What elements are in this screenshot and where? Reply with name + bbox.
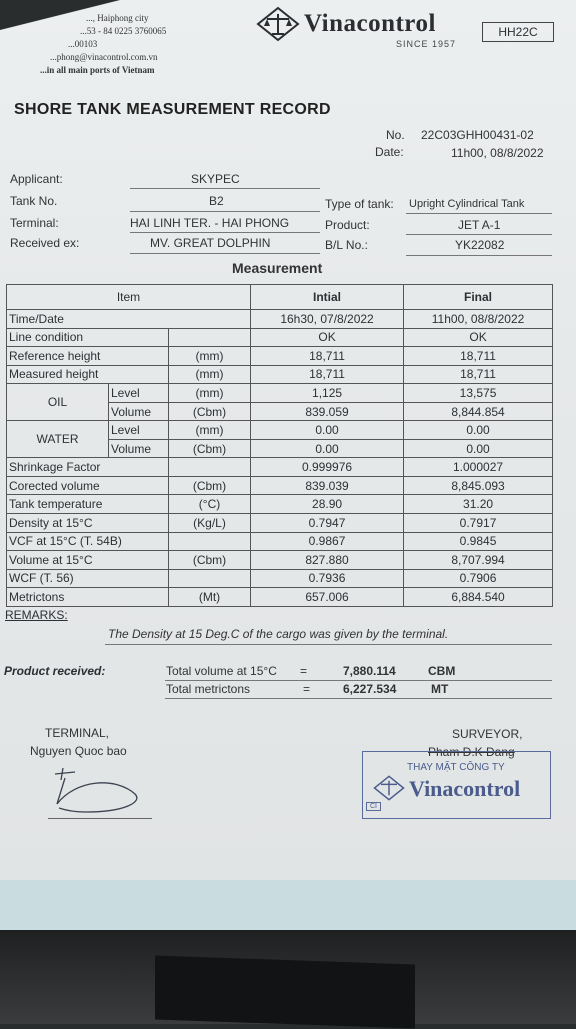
row-unit: (mm)	[169, 365, 251, 384]
row-label: Time/Date	[7, 310, 251, 329]
table-header-row	[7, 285, 553, 310]
terminal-value: HAI LINH TER. - HAI PHONG	[130, 216, 290, 230]
product-received-label: Product received:	[4, 664, 106, 678]
scales-emblem-icon	[256, 6, 300, 42]
row-final: 8,707.994	[404, 551, 553, 570]
document-title: SHORE TANK MEASUREMENT RECORD	[14, 101, 331, 118]
row-unit: (mm)	[169, 347, 251, 366]
company-address	[40, 12, 166, 77]
row-final: 18,711	[404, 347, 553, 366]
table-row	[7, 588, 553, 607]
product-value: JET A-1	[458, 218, 501, 232]
row-label: Tank temperature	[7, 495, 169, 514]
row-final: 0.7917	[404, 514, 553, 533]
address-line: ...in all main ports of Vietnam	[40, 65, 155, 75]
row-initial: 18,711	[251, 347, 404, 366]
oil-group-label: OIL	[7, 384, 109, 421]
row-initial: 16h30, 07/8/2022	[251, 310, 404, 329]
total-volume-unit: CBM	[428, 664, 456, 678]
received-ex-value: MV. GREAT DOLPHIN	[150, 236, 271, 250]
terminal-signature	[45, 760, 155, 822]
row-unit: (Mt)	[169, 588, 251, 607]
row-label: Shrinkage Factor	[7, 458, 169, 477]
tank-type-underline	[406, 213, 552, 214]
terminal-sign-line	[48, 818, 152, 819]
brand-since: SINCE 1957	[396, 39, 457, 49]
row-label: Line condition	[7, 328, 169, 347]
product-underline	[406, 234, 552, 235]
remarks-note: The Density at 15 Deg.C of the cargo was given by the terminal.	[108, 627, 449, 641]
form-code-box: HH22C	[482, 22, 554, 42]
applicant-underline	[130, 188, 320, 189]
row-label: VCF at 15°C (T. 54B)	[7, 532, 169, 551]
tank-type-label: Type of tank:	[325, 197, 394, 211]
company-stamp	[362, 751, 551, 819]
table-row	[7, 384, 553, 403]
row-unit: (Cbm)	[169, 476, 251, 495]
row-label: Corected volume	[7, 476, 169, 495]
bl-no-value: YK22082	[455, 238, 505, 252]
row-final: 31.20	[404, 495, 553, 514]
row-initial: 0.7936	[251, 569, 404, 588]
row-initial: 839.059	[251, 402, 404, 421]
row-label: Density at 15°C	[7, 514, 169, 533]
row-final: 11h00, 08/8/2022	[404, 310, 553, 329]
address-line: ...phong@vinacontrol.com.vn	[50, 52, 158, 62]
terminal-sign-name: Nguyen Quoc bao	[30, 744, 127, 758]
row-label: Reference height	[7, 347, 169, 366]
table-row	[7, 551, 553, 570]
terminal-sign-title: TERMINAL,	[45, 726, 110, 740]
bl-no-underline	[406, 255, 552, 256]
address-line: ...53 - 84 0225 3760065	[80, 26, 167, 36]
row-final: 18,711	[404, 365, 553, 384]
total-volume-equals: =	[300, 664, 308, 678]
total-metrictons-equals: =	[303, 682, 311, 696]
row-initial: 1,125	[251, 384, 404, 403]
brand-name: Vinacontrol	[304, 10, 436, 37]
row-label: Metrictons	[7, 588, 169, 607]
row-unit	[169, 328, 251, 347]
row-final: 0.00	[404, 439, 553, 458]
terminal-label: Terminal:	[10, 216, 59, 230]
row-initial: 0.00	[251, 439, 404, 458]
remarks-underline	[105, 644, 552, 645]
address-line: ...00103	[68, 39, 98, 49]
address-line: ..., Haiphong city	[86, 13, 149, 23]
measurement-heading: Measurement	[232, 260, 323, 276]
row-unit: (Cbm)	[169, 402, 251, 421]
row-unit	[169, 569, 251, 588]
stamp-text: THAY MẶT CÔNG TY	[407, 762, 505, 773]
doc-number-value: 22C03GHH00431-02	[421, 128, 534, 142]
row-sublabel: Level	[109, 421, 169, 440]
tank-no-underline	[130, 211, 320, 212]
row-initial: 0.7947	[251, 514, 404, 533]
row-initial: 657.006	[251, 588, 404, 607]
row-final: OK	[404, 328, 553, 347]
row-final: 0.9845	[404, 532, 553, 551]
background-object	[155, 955, 415, 1028]
col-final-header: Final	[404, 285, 553, 310]
stamp-emblem-icon	[373, 774, 405, 802]
row-label: Volume at 15°C	[7, 551, 169, 570]
row-unit: (Kg/L)	[169, 514, 251, 533]
background-surface	[0, 880, 576, 930]
total-volume-value: 7,880.114	[343, 664, 396, 678]
measurement-table	[6, 284, 553, 607]
table-row	[7, 532, 553, 551]
row-final: 6,884.540	[404, 588, 553, 607]
surveyor-sign-title: SURVEYOR,	[452, 727, 523, 741]
row-final: 0.00	[404, 421, 553, 440]
row-unit: (Cbm)	[169, 439, 251, 458]
row-final: 13,575	[404, 384, 553, 403]
row-unit: (°C)	[169, 495, 251, 514]
row-initial: 18,711	[251, 365, 404, 384]
doc-date-label: Date:	[375, 145, 404, 159]
doc-date-value: 11h00, 08/8/2022	[451, 146, 544, 160]
total-metrictons-unit: MT	[431, 682, 449, 696]
row-initial: 28.90	[251, 495, 404, 514]
row-sublabel: Volume	[109, 402, 169, 421]
row-unit: (mm)	[169, 384, 251, 403]
row-sublabel: Level	[109, 384, 169, 403]
row-initial: 0.00	[251, 421, 404, 440]
applicant-value: SKYPEC	[191, 172, 240, 186]
total-metrictons-underline	[165, 698, 552, 699]
tank-no-value: B2	[209, 194, 224, 208]
table-row	[7, 347, 553, 366]
doc-number-label: No.	[386, 128, 405, 142]
row-initial: OK	[251, 328, 404, 347]
total-metrictons-value: 6,227.534	[343, 682, 397, 696]
table-row	[7, 495, 553, 514]
row-initial: 827.880	[251, 551, 404, 570]
stamp-code: CI	[366, 802, 381, 811]
table-row	[7, 476, 553, 495]
row-label: Measured height	[7, 365, 169, 384]
table-row	[7, 328, 553, 347]
received-ex-label: Received ex:	[10, 236, 80, 250]
total-volume-underline	[165, 680, 552, 681]
table-row	[7, 365, 553, 384]
product-label: Product:	[325, 218, 370, 232]
total-metrictons-label: Total metrictons	[166, 682, 251, 696]
total-volume-label: Total volume at 15°C	[166, 664, 277, 678]
row-unit	[169, 458, 251, 477]
table-row	[7, 310, 553, 329]
applicant-label: Applicant:	[10, 172, 63, 186]
table-row	[7, 458, 553, 477]
bl-no-label: B/L No.:	[325, 238, 368, 252]
stamp-brand: Vinacontrol	[409, 776, 521, 801]
row-unit	[169, 532, 251, 551]
terminal-underline	[130, 232, 320, 233]
row-initial: 839.039	[251, 476, 404, 495]
table-row	[7, 514, 553, 533]
row-unit: (mm)	[169, 421, 251, 440]
received-ex-underline	[130, 253, 320, 254]
row-unit: (Cbm)	[169, 551, 251, 570]
vinacontrol-logo	[256, 6, 457, 49]
water-group-label: WATER	[7, 421, 109, 458]
tank-type-value: Upright Cylindrical Tank	[409, 198, 525, 210]
row-final: 0.7906	[404, 569, 553, 588]
row-label: WCF (T. 56)	[7, 569, 169, 588]
row-final: 8,844.854	[404, 402, 553, 421]
row-initial: 0.9867	[251, 532, 404, 551]
row-final: 1.000027	[404, 458, 553, 477]
table-row	[7, 569, 553, 588]
tank-no-label: Tank No.	[10, 194, 58, 208]
row-initial: 0.999976	[251, 458, 404, 477]
col-initial-header: Intial	[251, 285, 404, 310]
row-sublabel: Volume	[109, 439, 169, 458]
surveyor-sign-name: Pham D.K Dang	[428, 745, 515, 759]
table-row	[7, 421, 553, 440]
row-final: 8,845.093	[404, 476, 553, 495]
col-item-header: Item	[7, 285, 251, 310]
remarks-label: REMARKS:	[5, 608, 68, 622]
